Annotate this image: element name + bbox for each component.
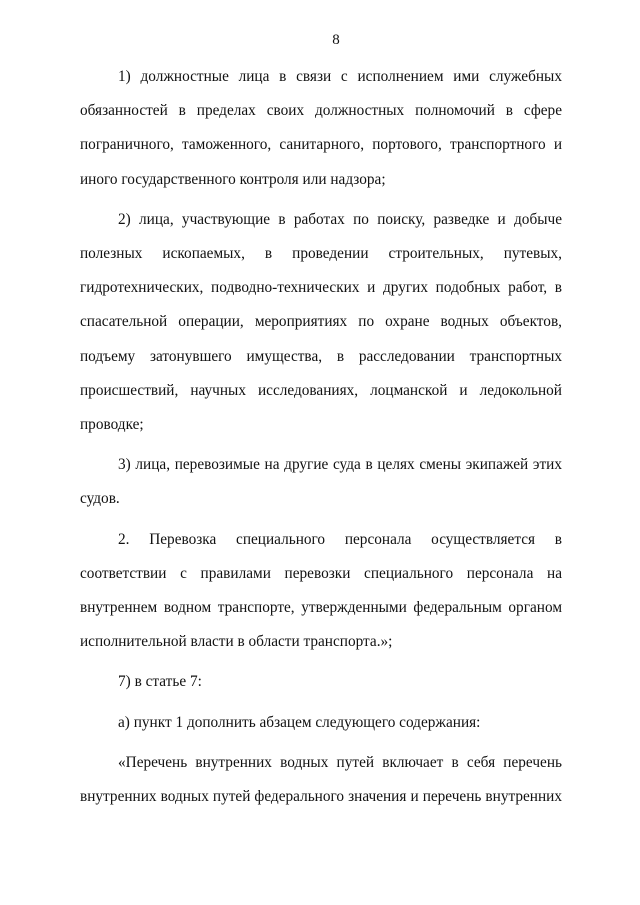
paragraph-article-7: 7) в статье 7: [118, 673, 202, 691]
document-body [80, 60, 562, 814]
page-number: 8 [332, 32, 340, 48]
paragraph-work-participants: 2) лица, участвующие в работах по поиску, разведке и добыче полезных ископаемых, в проведении строительных, путевых, гидротехнических, подводно-технических и других подобных работ, в спасательной операции, мероприятиях по охране водных объектов, подъему затонувшего имущества, в расследовании транспортных происшествий, научных исследованиях, лоцманской и ледокольной проводке; [80, 210, 562, 434]
paragraph-point-1-addition: а) пункт 1 дополнить абзацем следующего содержания: [118, 713, 481, 731]
paragraph-waterways-list: «Перечень внутренних водных путей включает в себя перечень внутренних водных путей федерального значения и перечень внутренних [80, 753, 562, 806]
paragraph-officials: 1) должностные лица в связи с исполнением ими служебных обязанностей в пределах своих должностных полномочий в сфере пограничного, таможенного, санитарного, портового, транспортного и иного государственного контроля или надзора; [80, 68, 562, 188]
paragraph-special-personnel: 2. Перевозка специального персонала осуществляется в соответствии с правилами перевозки специального персонала на внутреннем водном транспорте, утвержденными федеральным органом исполнительной власти в области транспорта.»; [80, 530, 562, 651]
paragraph-crew-change: 3) лица, перевозимые на другие суда в целях смены экипажей этих судов. [80, 456, 562, 508]
